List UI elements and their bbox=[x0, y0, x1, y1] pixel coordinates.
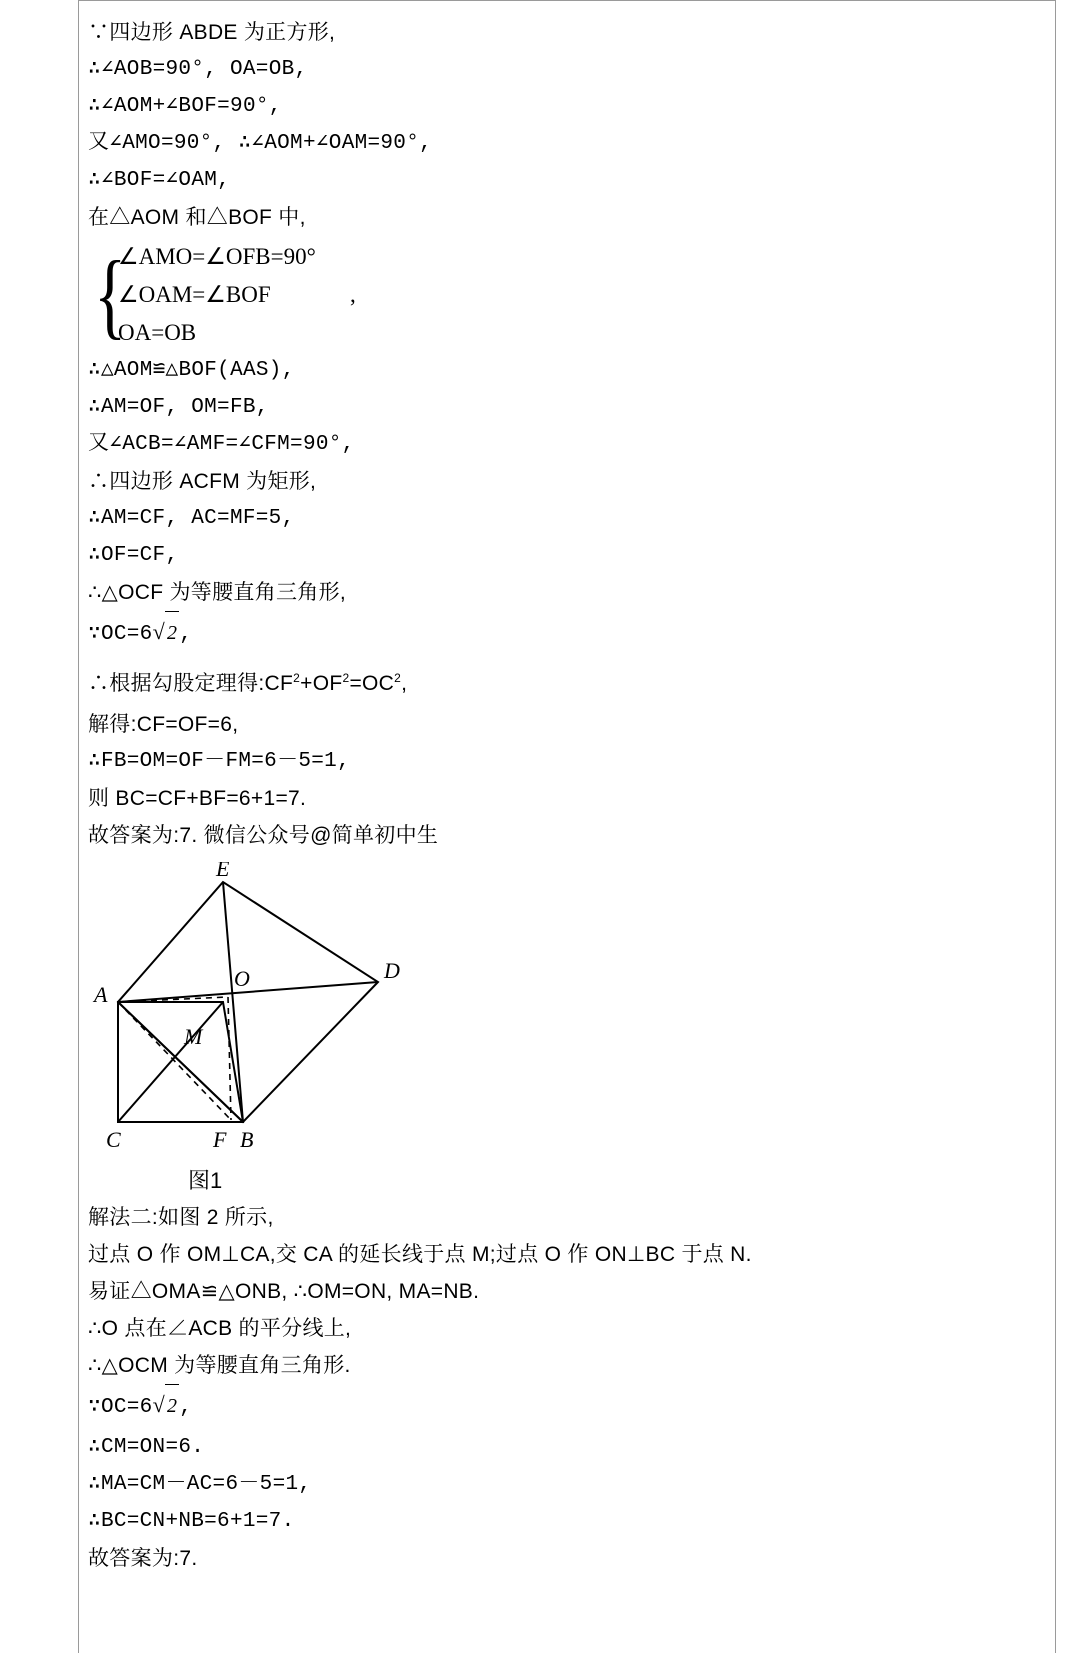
oc-value-line bbox=[88, 611, 1046, 656]
proof-line: 在△AOM 和△BOF 中, bbox=[88, 206, 306, 229]
page-border-right bbox=[1055, 0, 1056, 1653]
proof-line: ∴MA=CM－AC=6－5=1, bbox=[88, 1473, 312, 1496]
proof-line: 解得:CF=OF=6, bbox=[88, 713, 239, 736]
pyth-suffix: , bbox=[401, 672, 408, 695]
oc2-suffix: , bbox=[179, 1396, 193, 1419]
proof-line: ∴AM=OF, OM=FB, bbox=[88, 396, 269, 419]
figure-label-M: M bbox=[184, 1024, 203, 1049]
proof-line: ∴BC=CN+NB=6+1=7. bbox=[88, 1510, 295, 1533]
proof-line: ∴△AOM≌△BOF(AAS), bbox=[88, 359, 295, 382]
system-trailing-comma: , bbox=[350, 282, 356, 307]
oc-value-line-2 bbox=[88, 1384, 1046, 1429]
figure-label-A: A bbox=[94, 982, 108, 1007]
figure-label-C: C bbox=[106, 1127, 121, 1152]
proof-line: ∴△OCM 为等腰直角三角形. bbox=[88, 1354, 351, 1377]
page-border-left bbox=[78, 0, 79, 1653]
proof-line: 又∠ACB=∠AMF=∠CFM=90°, bbox=[88, 433, 355, 456]
congruence-condition-system bbox=[88, 238, 1046, 352]
proof-line: ∴∠AOM+∠BOF=90°, bbox=[88, 95, 282, 118]
page-border-top bbox=[78, 0, 1056, 1]
square-root-symbol: √ 2 bbox=[153, 1384, 180, 1427]
figure-caption: 图1 bbox=[188, 1168, 223, 1193]
system-line: ∠OAM=∠BOF bbox=[118, 282, 271, 307]
figure-label-O: O bbox=[234, 966, 250, 991]
pyth-mid-2: =OC bbox=[349, 672, 395, 695]
radicand: 2 bbox=[165, 611, 179, 654]
left-brace-icon: { bbox=[94, 241, 127, 348]
proof-line: ∴CM=ON=6. bbox=[88, 1436, 205, 1459]
proof-line: 过点 O 作 OM⊥CA,交 CA 的延长线于点 M;过点 O 作 ON⊥BC 于点 N. bbox=[88, 1243, 752, 1266]
oc-prefix: ∵OC=6 bbox=[88, 623, 153, 646]
figure-label-B: B bbox=[240, 1127, 254, 1152]
radicand: 2 bbox=[165, 1384, 179, 1427]
figure-label-D: D bbox=[384, 958, 400, 983]
proof-line: ∴△OCF 为等腰直角三角形, bbox=[88, 581, 347, 604]
square-root-symbol: √ 2 bbox=[153, 611, 180, 654]
pyth-sup-3: 2 bbox=[394, 671, 402, 685]
proof-line: ∴O 点在∠ACB 的平分线上, bbox=[88, 1317, 352, 1340]
oc2-prefix: ∵OC=6 bbox=[88, 1396, 153, 1419]
answer-line: 故答案为:7. bbox=[88, 1547, 198, 1570]
answer-line: 故答案为:7. 微信公众号@简单初中生 bbox=[88, 824, 439, 847]
system-line: OA=OB bbox=[118, 320, 197, 345]
pyth-prefix: ∴根据勾股定理得:CF bbox=[88, 672, 294, 695]
proof-line: ∵四边形 ABDE 为正方形, bbox=[88, 21, 336, 44]
proof-line: ∴FB=OM=OF－FM=6－5=1, bbox=[88, 750, 350, 773]
pyth-sup-2: 2 bbox=[342, 671, 350, 685]
proof-line: ∴∠AOB=90°, OA=OB, bbox=[88, 58, 308, 81]
pyth-mid-1: +OF bbox=[300, 672, 343, 695]
proof-line: ∴OF=CF, bbox=[88, 544, 179, 567]
geometry-figure-1 bbox=[88, 862, 1046, 1162]
proof-line: 解法二:如图 2 所示, bbox=[88, 1206, 274, 1229]
proof-line: 又∠AMO=90°, ∴∠AOM+∠OAM=90°, bbox=[88, 132, 433, 155]
proof-line: ∴AM=CF, AC=MF=5, bbox=[88, 507, 295, 530]
figure-svg bbox=[88, 862, 568, 1162]
pythagorean-line bbox=[88, 656, 1046, 706]
oc-suffix: , bbox=[179, 623, 193, 646]
proof-line: ∴∠BOF=∠OAM, bbox=[88, 169, 231, 192]
figure-label-F: F bbox=[213, 1127, 227, 1152]
system-line: ∠AMO=∠OFB=90° bbox=[118, 244, 316, 269]
proof-line: ∴四边形 ACFM 为矩形, bbox=[88, 470, 317, 493]
proof-line: 则 BC=CF+BF=6+1=7. bbox=[88, 787, 307, 810]
proof-line: 易证△OMA≌△ONB, ∴OM=ON, MA=NB. bbox=[88, 1280, 480, 1303]
document-content bbox=[88, 14, 1046, 1577]
system-lines bbox=[118, 238, 316, 352]
figure-label-E: E bbox=[216, 862, 230, 881]
pyth-sup-1: 2 bbox=[293, 671, 301, 685]
